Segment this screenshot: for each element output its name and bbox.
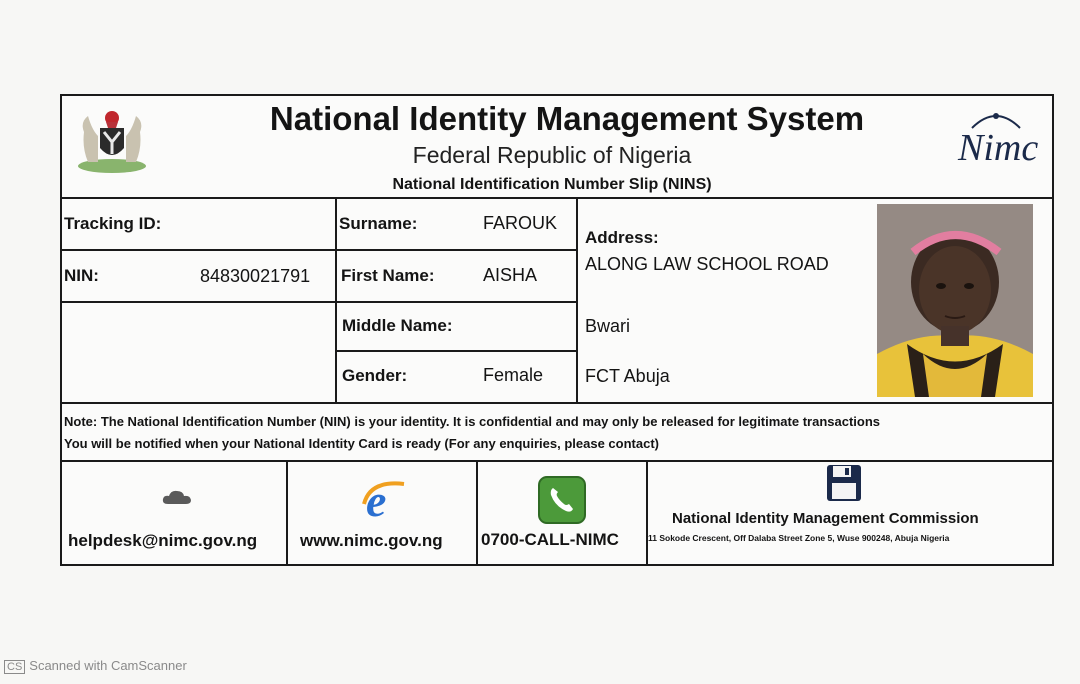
divider	[335, 350, 578, 352]
scanner-text: Scanned with CamScanner	[29, 658, 187, 673]
nin-label: NIN:	[64, 266, 99, 285]
nin-slip	[60, 94, 1054, 566]
website-url: www.nimc.gov.ng	[300, 531, 443, 550]
passport-photo	[877, 204, 1033, 397]
nimc-logo-text: Nimc	[958, 127, 1039, 169]
slip-name: National Identification Number Slip (NINS)	[392, 176, 712, 193]
divider	[335, 197, 337, 402]
tracking-id-label: Tracking ID:	[64, 214, 162, 233]
scanner-watermark	[4, 658, 187, 674]
page-subtitle: Federal Republic of Nigeria	[412, 142, 692, 168]
divider	[62, 301, 578, 303]
gender-value: Female	[483, 365, 544, 385]
nin-value: 84830021791	[200, 266, 311, 286]
nimc-logo	[952, 106, 1048, 176]
floppy-disk-icon	[826, 464, 862, 502]
cloud-icon	[162, 488, 192, 506]
page-title: National Identity Management System	[269, 100, 865, 137]
divider	[646, 460, 648, 564]
address-line-3: FCT Abuja	[585, 366, 670, 386]
surname-label: Surname:	[339, 214, 418, 233]
org-name: National Identity Management Commission	[672, 510, 979, 527]
phone-number: 0700-CALL-NIMC	[481, 530, 619, 549]
address-line-2: Bwari	[585, 316, 631, 336]
helpdesk-email: helpdesk@nimc.gov.ng	[68, 531, 258, 550]
svg-text:e: e	[366, 476, 387, 522]
scanner-badge: CS	[4, 660, 25, 674]
middle-name-label: Middle Name:	[342, 316, 453, 335]
first-name-label: First Name:	[341, 266, 435, 285]
divider	[576, 197, 578, 402]
note-line-1: Note: The National Identification Number (NIN) is your identity. It is confidential and may only be released for legitimate transactions	[64, 414, 881, 429]
divider	[62, 197, 1052, 199]
address-line-1: ALONG LAW SCHOOL ROAD	[585, 254, 829, 274]
divider	[286, 460, 288, 564]
divider	[62, 460, 1052, 462]
coat-of-arms-icon	[70, 102, 154, 176]
divider	[476, 460, 478, 564]
surname-value: FAROUK	[483, 213, 558, 233]
divider	[62, 402, 1052, 404]
address-label: Address:	[585, 228, 659, 247]
first-name-value: AISHA	[483, 265, 538, 285]
gender-label: Gender:	[342, 366, 408, 385]
divider	[62, 249, 578, 251]
phone-icon	[538, 476, 586, 524]
internet-explorer-icon	[360, 476, 408, 522]
note-line-2: You will be notified when your National Identity Card is ready (For any enquiries, please contact)	[64, 436, 659, 451]
org-address: 11 Sokode Crescent, Off Dalaba Street Zone 5, Wuse 900248, Abuja Nigeria	[648, 533, 950, 543]
